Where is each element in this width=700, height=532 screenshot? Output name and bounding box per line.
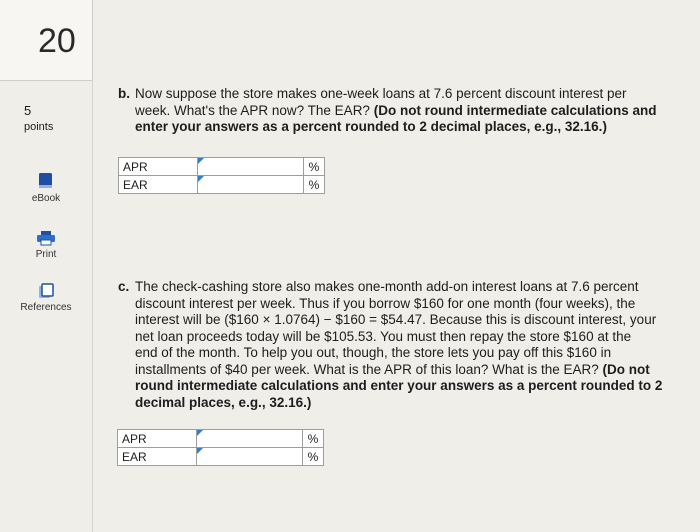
input-cell [197, 448, 303, 466]
part-b-text [118, 86, 688, 136]
part-c-line: The check-cashing store also makes one-month add-on interest loans at 7.6 percent [135, 279, 639, 294]
part-c-line: interest will be ($160 × 1.0764) − $160 = $54.47. Because this is discount interest, your [135, 312, 657, 327]
points-value: 5 [24, 103, 32, 118]
percent-unit: % [304, 158, 325, 176]
part-c-text [118, 279, 694, 414]
part-b-apr-input[interactable] [198, 158, 303, 175]
part-b-body [135, 86, 656, 136]
ebook-label: eBook [31, 193, 61, 204]
row-label: EAR [118, 448, 197, 466]
part-b-line: enter your answers as a percent rounded to 2 decimal places, e.g., 32.16.) [135, 119, 607, 134]
part-c-lead: c. [118, 279, 130, 294]
row-label: EAR [119, 176, 198, 194]
percent-unit: % [304, 176, 325, 194]
part-c-line: round intermediate calculations and enter your answers as a percent rounded to 2 [135, 378, 663, 393]
part-b-apr-row [119, 158, 325, 176]
printer-icon [36, 230, 56, 246]
part-c-apr-input[interactable] [197, 430, 302, 447]
part-c-line: discount interest per week. Thus if you borrow $160 for one month (four weeks), the [135, 295, 636, 311]
input-cell [197, 430, 303, 448]
part-b-answer-table [118, 157, 325, 194]
part-b-lead: b. [118, 86, 130, 101]
part-c-line: decimal places, e.g., 32.16.) [135, 394, 312, 410]
print-label: Print [35, 249, 57, 260]
question-content [93, 0, 700, 532]
part-c-line: net loan proceeds today will be $105.53. You must then repay the store $160 at the [135, 328, 632, 344]
references-button[interactable] [0, 283, 92, 313]
part-c-line: end of the month. To help you out, though, the store lets you pay off this $160 in [135, 345, 612, 360]
part-c-line: installments of $40 per week. What is the APR of this loan? What is the EAR? (Do not [135, 361, 650, 377]
part-b-line: Now suppose the store makes one-week loans at 7.6 percent discount interest per [135, 86, 627, 101]
question-number: 20 [38, 22, 76, 60]
part-c-ear-row [118, 448, 324, 466]
row-label: APR [118, 430, 197, 448]
part-c-answer-table [117, 429, 324, 466]
percent-unit: % [303, 430, 324, 448]
part-c-ear-input[interactable] [197, 448, 302, 465]
percent-unit: % [303, 448, 324, 466]
input-cell [198, 176, 304, 194]
question-number-panel [0, 0, 93, 81]
references-label: References [20, 302, 72, 313]
ebook-button[interactable] [0, 172, 92, 204]
part-b-line: week. What's the APR now? The EAR? (Do not round intermediate calculations and [135, 102, 657, 118]
points-label: points [24, 121, 54, 133]
input-cell [198, 158, 304, 176]
part-b-ear-row [119, 176, 325, 194]
row-label: APR [119, 158, 198, 176]
part-b-ear-input[interactable] [198, 176, 303, 193]
book-icon [37, 172, 55, 190]
references-icon [37, 283, 55, 299]
part-c-body [135, 279, 662, 411]
print-button[interactable] [0, 230, 92, 260]
part-c-apr-row [118, 430, 324, 448]
